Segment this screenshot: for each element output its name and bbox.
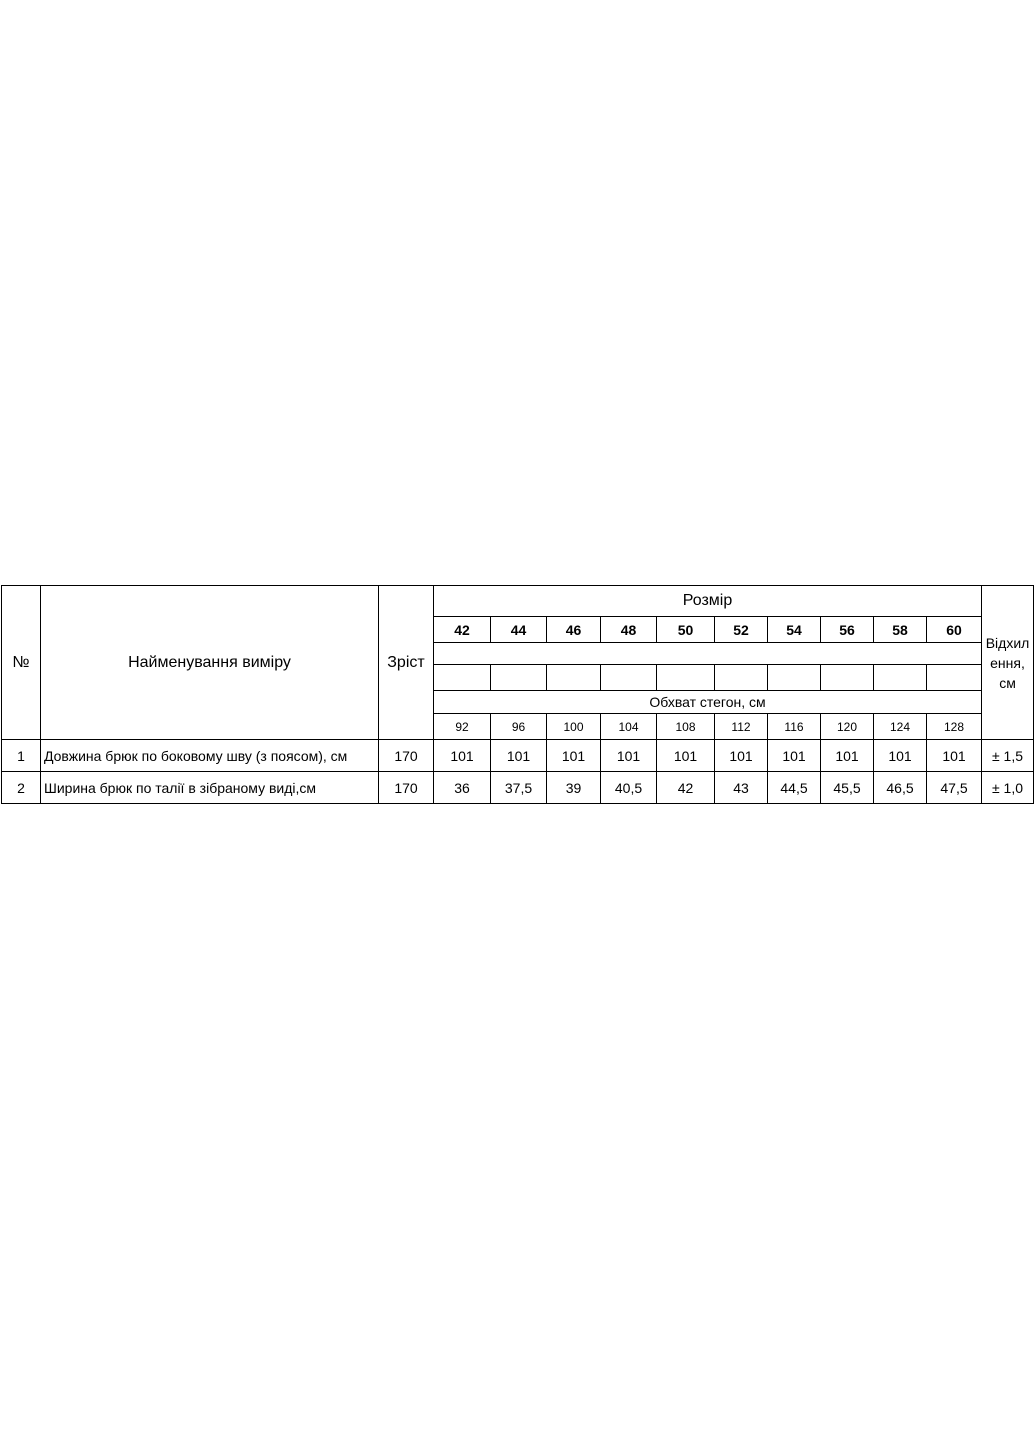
value-cell: 101 [715,740,768,772]
value-cell: 101 [927,740,982,772]
height-header: Зріст [379,586,434,740]
size-cell: 60 [927,617,982,643]
empty-cell [927,665,982,691]
size-cell: 56 [821,617,874,643]
hip-header: Обхват стегон, см [434,691,982,714]
value-cell: 46,5 [874,772,927,804]
header-row-size-title [2,586,1034,617]
hip-cell: 120 [821,714,874,740]
measurement-name: Довжина брюк по боковому шву (з поясом), см [41,740,379,772]
size-cell: 46 [547,617,601,643]
value-cell: 101 [821,740,874,772]
row-number: 1 [2,740,41,772]
value-cell: 43 [715,772,768,804]
row-number: 2 [2,772,41,804]
value-cell: 101 [601,740,657,772]
height-value: 170 [379,740,434,772]
empty-cell [657,665,715,691]
empty-cell [715,665,768,691]
value-cell: 101 [874,740,927,772]
deviation-header-line2: ення, [990,654,1025,671]
spacer-cell [434,643,982,665]
size-cell: 52 [715,617,768,643]
value-cell: 36 [434,772,491,804]
size-cell: 58 [874,617,927,643]
deviation-header [982,586,1034,740]
value-cell: 101 [491,740,547,772]
hip-cell: 92 [434,714,491,740]
size-cell: 44 [491,617,547,643]
number-header: № [2,586,41,740]
value-cell: 42 [657,772,715,804]
hip-cell: 124 [874,714,927,740]
size-header: Розмір [434,586,982,617]
measurement-name: Ширина брюк по талії в зібраному виді,см [41,772,379,804]
hip-cell: 128 [927,714,982,740]
hip-cell: 112 [715,714,768,740]
size-cell: 48 [601,617,657,643]
hip-cell: 100 [547,714,601,740]
size-table [1,585,1034,804]
size-cell: 42 [434,617,491,643]
hip-cell: 116 [768,714,821,740]
empty-cell [547,665,601,691]
empty-cell [434,665,491,691]
value-cell: 101 [768,740,821,772]
value-cell: 101 [434,740,491,772]
empty-cell [874,665,927,691]
empty-cell [768,665,821,691]
deviation-header-line1: Відхил [985,634,1030,651]
deviation-value: ± 1,0 [982,772,1034,804]
size-cell: 50 [657,617,715,643]
hip-cell: 96 [491,714,547,740]
value-cell: 44,5 [768,772,821,804]
hip-cell: 108 [657,714,715,740]
value-cell: 40,5 [601,772,657,804]
hip-cell: 104 [601,714,657,740]
value-cell: 101 [547,740,601,772]
value-cell: 45,5 [821,772,874,804]
deviation-value: ± 1,5 [982,740,1034,772]
value-cell: 37,5 [491,772,547,804]
height-value: 170 [379,772,434,804]
empty-cell [491,665,547,691]
table-row [2,772,1034,804]
deviation-header-line3: см [999,674,1016,691]
table-row [2,740,1034,772]
size-cell: 54 [768,617,821,643]
value-cell: 101 [657,740,715,772]
value-cell: 47,5 [927,772,982,804]
name-header: Найменування виміру [41,586,379,740]
empty-cell [821,665,874,691]
value-cell: 39 [547,772,601,804]
empty-cell [601,665,657,691]
